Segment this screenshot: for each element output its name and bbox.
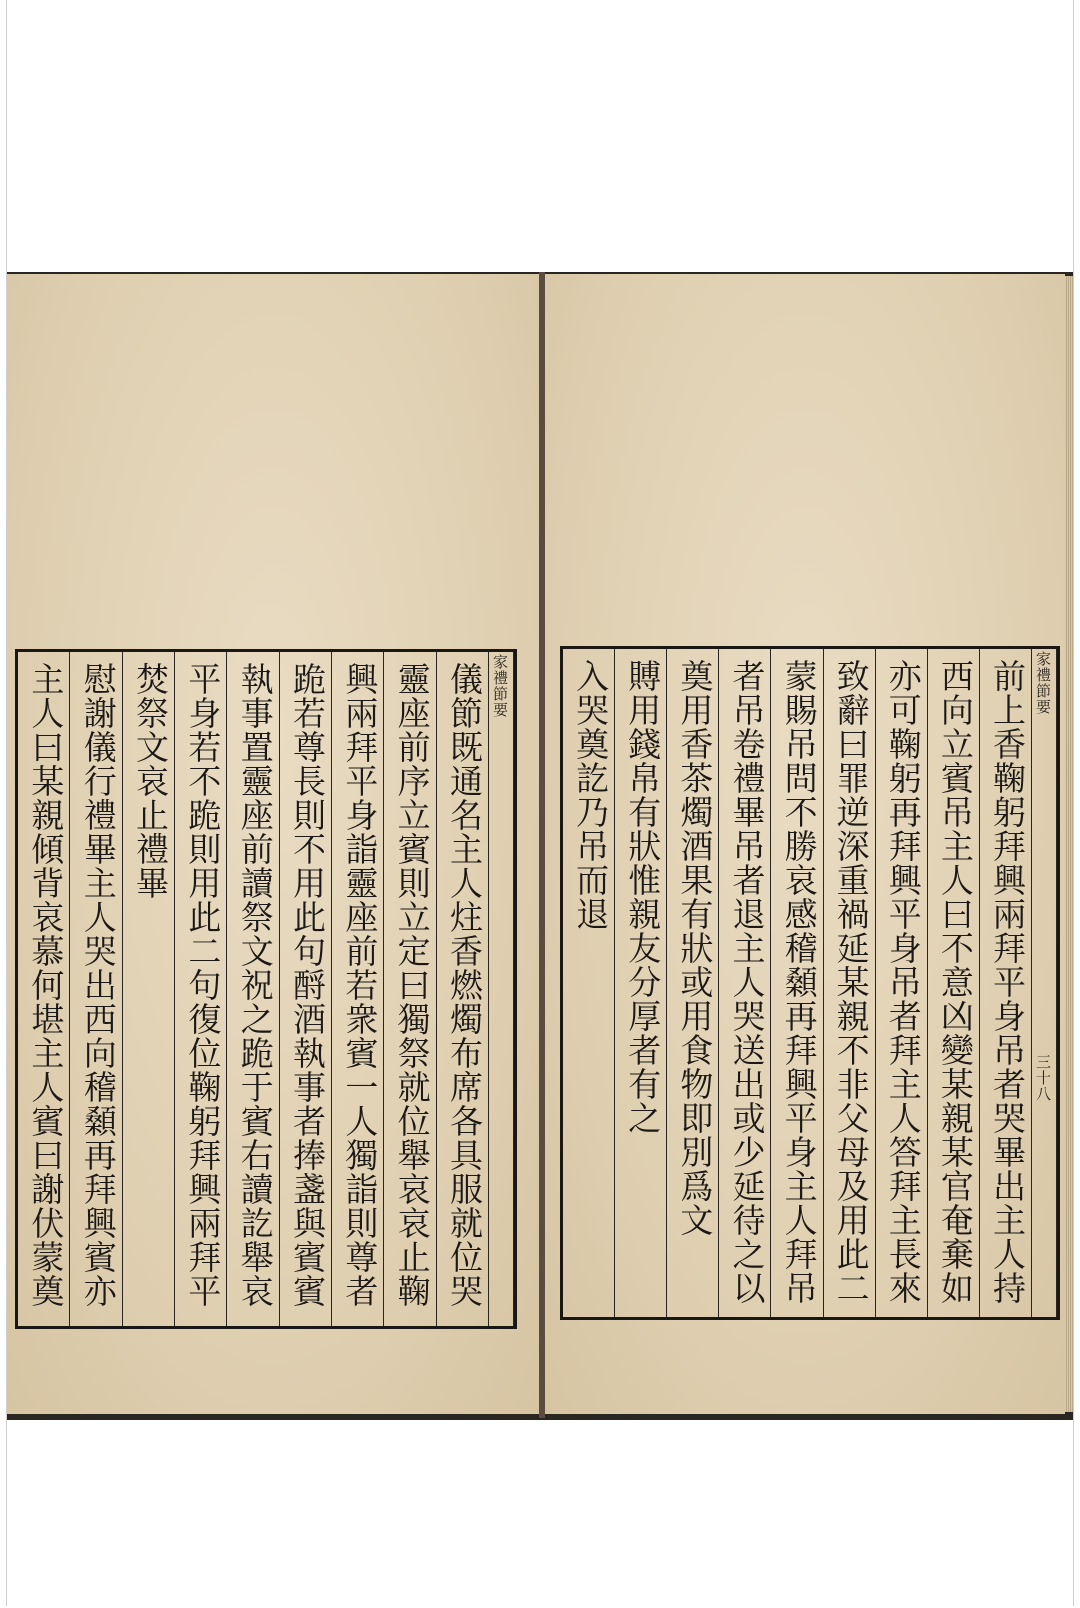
right-column-7: 奠用香茶燭酒果有狀或用食物即別爲文	[666, 649, 718, 1317]
right-text-block	[560, 646, 1060, 1320]
right-page-margin	[1031, 649, 1057, 1317]
left-column-1: 儀節既通名主人炷香燃燭布席各具服就位哭	[436, 652, 488, 1326]
left-column-2: 靈座前序立賓則立定曰獨祭就位舉哀哀止鞠	[383, 652, 435, 1326]
book-spread	[7, 272, 1073, 1420]
left-column-6: 平身若不跪則用此二句復位鞠躬拜興兩拜平	[174, 652, 226, 1326]
left-column-7: 焚祭文哀止禮畢	[122, 652, 174, 1326]
page-edges	[1065, 276, 1073, 1412]
right-column-1: 前上香鞠躬拜興兩拜平身吊者哭畢出主人持	[979, 649, 1031, 1317]
right-column-8: 賻用錢帛有狀惟親友分厚者有之	[614, 649, 666, 1317]
right-column-9: 入哭奠訖乃吊而退	[571, 659, 611, 931]
left-page	[7, 274, 539, 1414]
left-column-3: 興兩拜平身詣靈座前若衆賓一人獨詣則尊者	[331, 652, 383, 1326]
right-column-5: 蒙賜吊問不勝哀感稽顙再拜興平身主人拜吊	[770, 649, 822, 1317]
right-column-4: 致辭曰罪逆深重禍延某親不非父母及用此二	[823, 649, 875, 1317]
right-column-6: 者吊卷禮畢吊者退主人哭送出或少延待之以	[718, 649, 770, 1317]
left-column-8: 慰謝儀行禮畢主人哭出西向稽顙再拜興賓亦	[69, 652, 121, 1326]
left-column-4: 跪若尊長則不用此句酹酒執事者捧盞與賓賓	[279, 652, 331, 1326]
right-margin-title: 家禮節要	[1034, 651, 1052, 715]
left-text-block	[15, 649, 517, 1329]
left-page-margin	[488, 652, 514, 1326]
right-margin-number: 三十八	[1034, 1054, 1052, 1102]
left-margin-title: 家禮節要	[491, 654, 509, 718]
left-column-5: 執事置靈座前讀祭文祝之跪于賓右讀訖舉哀	[226, 652, 278, 1326]
right-column-3: 亦可鞠躬再拜興平身吊者拜主人答拜主長來	[875, 649, 927, 1317]
left-column-9: 主人曰某親傾背哀慕何堪主人賓曰謝伏蒙奠	[26, 662, 66, 1308]
right-column-2: 西向立賓吊主人曰不意凶變某親某官奄棄如	[927, 649, 979, 1317]
right-page	[545, 274, 1065, 1414]
